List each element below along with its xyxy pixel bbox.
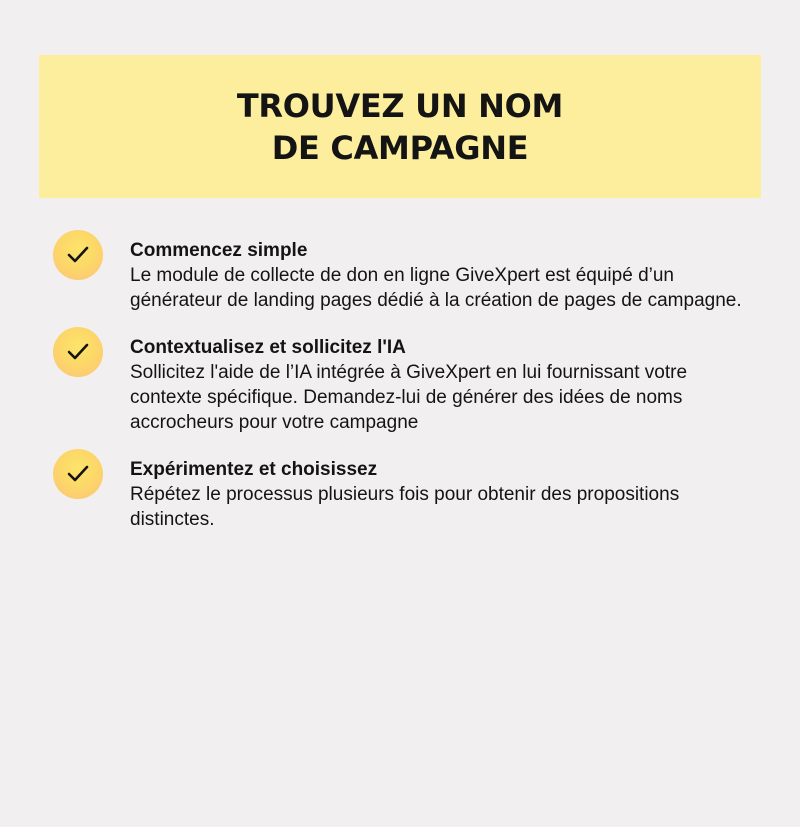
list-item-text xyxy=(130,457,753,532)
check-icon xyxy=(53,230,103,280)
list-item xyxy=(53,238,753,313)
page-title-line-2: DE CAMPAGNE xyxy=(271,128,529,167)
list-item-title: Expérimentez et choisissez xyxy=(130,459,378,480)
check-icon xyxy=(53,449,103,499)
list-item xyxy=(53,335,753,435)
list-item-body: Le module de collecte de don en ligne GiveXpert est équipé d’un générateur de landing pages dédié à la création de pages de campagne. xyxy=(130,265,742,311)
list-item-body: Répétez le processus plusieurs fois pour obtenir des propositions distinctes. xyxy=(130,484,680,530)
page-title xyxy=(237,85,563,169)
list-item-title: Commencez simple xyxy=(130,240,308,261)
list-item-text xyxy=(130,335,753,435)
list-item-body: Sollicitez l'aide de l’IA intégrée à GiveXpert en lui fournissant votre contexte spécifique. Demandez-lui de générer des idées de noms accrocheurs pour votre campagne xyxy=(130,362,688,433)
list-item-text xyxy=(130,238,753,313)
check-icon xyxy=(53,327,103,377)
title-banner xyxy=(39,55,761,198)
list-item xyxy=(53,457,753,532)
list-item-title: Contextualisez et sollicitez l'IA xyxy=(130,337,406,358)
page-title-line-1: TROUVEZ UN NOM xyxy=(236,86,564,125)
tips-list xyxy=(53,238,753,554)
